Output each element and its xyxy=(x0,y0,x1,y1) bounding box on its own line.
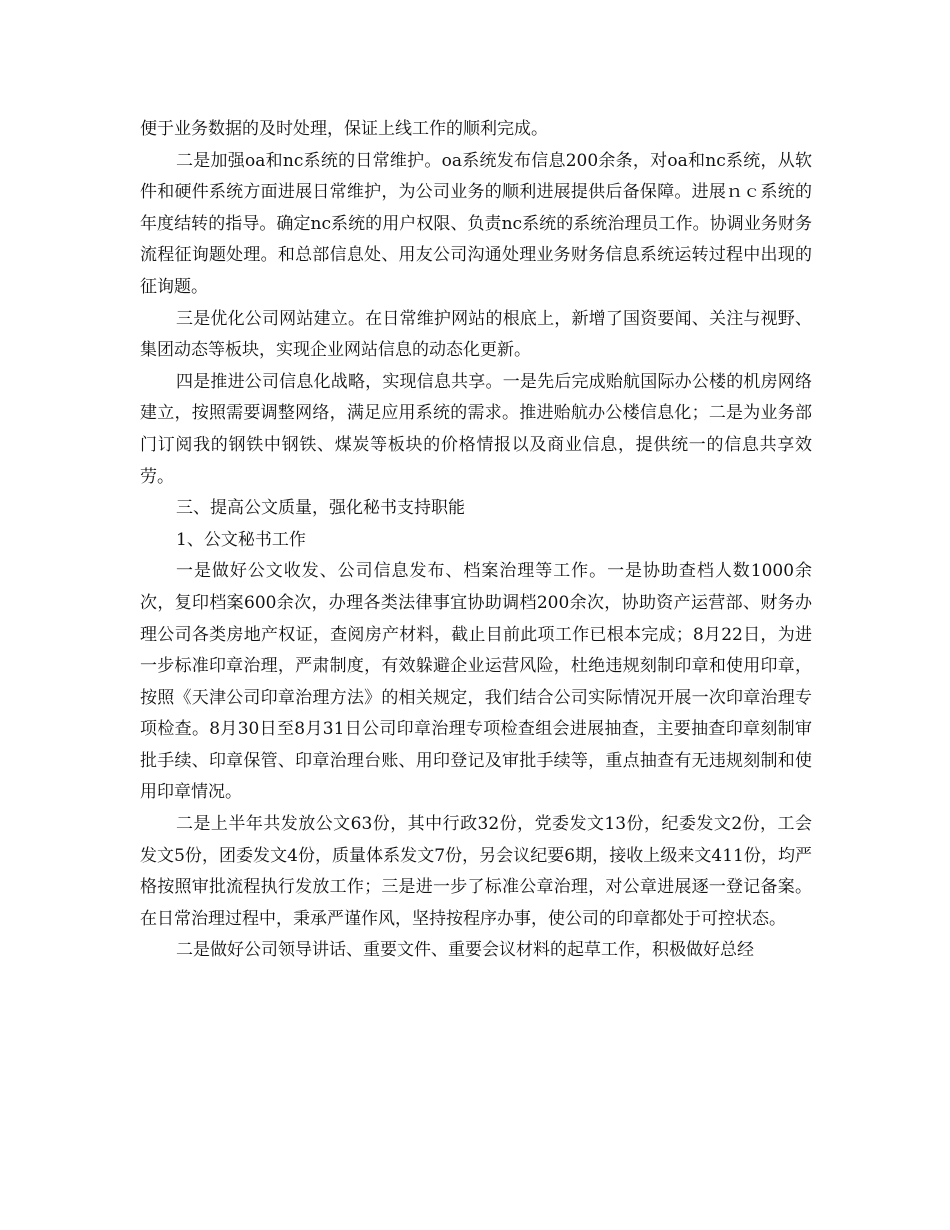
paragraph-oa-nc-maintenance: 二是加强oa和nc系统的日常维护。oa系统发布信息200余条，对oa和nc系统，从软件和硬件系统方面进展日常维护，为公司业务的顺利进展提供后备保障。进展ｎｃ系统的年度结转的指导。确定nc系统的用户权限、负责nc系统的系统治理员工作。协调业务财务流程征询题处理。和总部信息处、用友公司沟通处理业务财务信息系统运转过程中出现的征询题。 xyxy=(140,150,812,297)
paragraph-continuation: 便于业务数据的及时处理，保证上线工作的顺利完成。 xyxy=(140,119,548,139)
section-heading-document-quality: 三、提高公文质量，强化秘书支持职能 xyxy=(176,498,465,519)
paragraph-document-issuance-stats: 二是上半年共发放公文63份，其中行政32份，党委发文13份，纪委发文2份，工会发文5份，团委发文4份，质量体系发文7份，另会议纪要6期，接收上级来文411份，均严格按照审批流程执行发放工作；三是进一步了标准公章治理，对公章进展逐一登记备案。在日常治理过程中，秉承严谨作风，坚持按程序办事，使公司的印章都处于可控状态。 xyxy=(140,814,812,929)
paragraph-informatization-strategy: 四是推进公司信息化战略，实现信息共享。一是先后完成贻航国际办公楼的机房网络建立，按照需要调整网络，满足应用系统的需求。推进贻航办公楼信息化；二是为业务部门订阅我的钢铁中钢铁、煤炭等板块的价格情报以及商业信息，提供统一的信息共享效劳。 xyxy=(140,371,812,487)
paragraph-drafting-work: 二是做好公司领导讲话、重要文件、重要会议材料的起草工作，积极做好总经 xyxy=(176,940,754,961)
paragraph-document-archive-management: 一是做好公文收发、公司信息发布、档案治理等工作。一是协助查档人数1000余次，复印档案600余次，办理各类法律事宜协助调档200余次，协助资产运营部、财务办理公司各类房地产权证，查阅房产材料，截止目前此项工作已根本完成；8月22日，为进一步标准印章治理，严肃制度，有效躲避企业运营风险，杜绝违规刻制印章和使用印章，按照《天津公司印章治理方法》的相关规定，我们结合公司实际情况开展一次印章治理专项检查。8月30日至8月31日公司印章治理专项检查组会进展抽查，主要抽查印章刻制审批手续、印章保管、印章治理台账、用印登记及审批手续等，重点抽查有无违规刻制和使用印章情况。 xyxy=(140,561,812,803)
paragraph-website-optimization: 三是优化公司网站建立。在日常维护网站的根底上，新增了国资要闻、关注与视野、集团动态等板块，实现企业网站信息的动态化更新。 xyxy=(140,308,812,361)
document-body xyxy=(140,114,812,967)
subsection-heading-secretary-work: 1、公文秘书工作 xyxy=(176,529,306,550)
